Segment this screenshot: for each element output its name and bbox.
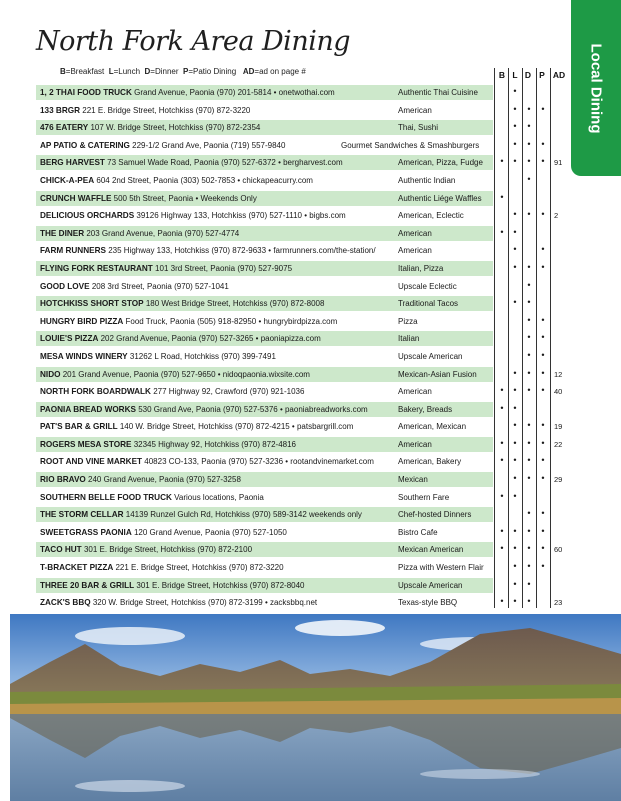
restaurant-entry (40, 106, 250, 115)
meal-l-marker: • (513, 437, 517, 448)
meal-l-marker: • (513, 367, 517, 378)
meal-p-marker: • (541, 261, 545, 272)
restaurant-details: 240 Grand Avenue, Paonia (970) 527-3258 (88, 475, 241, 485)
restaurant-cuisine: American (398, 228, 432, 238)
restaurant-cuisine: Bistro Cafe (398, 527, 438, 537)
restaurant-cuisine: Upscale Eclectic (398, 281, 457, 291)
restaurant-details: 32345 Highway 92, Hotchkiss (970) 872-4816 (133, 439, 297, 449)
table-row (36, 401, 568, 419)
restaurant-name: THE STORM CELLAR (40, 510, 124, 520)
ad-page-number: 19 (554, 422, 563, 432)
meal-l-marker: • (513, 226, 517, 237)
restaurant-entry (40, 211, 346, 220)
meal-b-marker: • (500, 226, 504, 237)
restaurant-entry (40, 282, 229, 291)
restaurant-cuisine: Mexican American (398, 545, 464, 555)
table-row (36, 190, 568, 208)
meal-d-marker: • (527, 385, 531, 396)
meal-l-marker: • (513, 578, 517, 589)
restaurant-details: 39126 Highway 133, Hotchkiss (970) 527-1110 • bigbs.com (136, 211, 346, 221)
restaurant-cuisine: Italian, Pizza (398, 263, 444, 273)
restaurant-details: 140 W. Bridge Street, Hotchkiss (970) 872-4215 • patsbargrill.com (119, 422, 354, 432)
restaurant-cuisine: Southern Fare (398, 492, 450, 502)
meal-d-marker: • (527, 279, 531, 290)
meal-d-marker: • (527, 138, 531, 149)
restaurant-entry (40, 545, 252, 554)
restaurant-details: 500 5th Street, Paonia • Weekends Only (113, 193, 257, 203)
table-row (36, 84, 568, 102)
table-row (36, 453, 568, 471)
restaurant-entry (40, 264, 292, 273)
meal-d-marker: • (527, 173, 531, 184)
meal-l-marker: • (513, 385, 517, 396)
restaurant-details: 202 Grand Avenue, Paonia (970) 527-3265 • paoniapizza.com (100, 334, 321, 344)
restaurant-name: NORTH FORK BOARDWALK (40, 387, 151, 397)
restaurant-cuisine: Gourmet Sandwiches & Smashburgers (341, 140, 480, 150)
restaurant-name: ZACK'S BBQ (40, 598, 91, 608)
restaurant-name: T-BRACKET PIZZA (40, 563, 114, 573)
column-header-b: B (498, 70, 506, 80)
restaurant-name: TACO HUT (40, 545, 82, 555)
table-row (36, 348, 568, 366)
meal-b-marker: • (500, 437, 504, 448)
restaurant-name: GOOD LOVE (40, 281, 90, 291)
meal-d-marker: • (527, 578, 531, 589)
column-header-d: D (524, 70, 532, 80)
table-row (36, 383, 568, 401)
meal-p-marker: • (541, 420, 545, 431)
table-row (36, 102, 568, 120)
meal-l-marker: • (513, 490, 517, 501)
side-tab-label: Local Dining (587, 43, 605, 133)
meal-l-marker: • (513, 297, 517, 308)
table-row (36, 541, 568, 559)
restaurant-cuisine: Mexican (398, 475, 428, 485)
meal-d-marker: • (527, 561, 531, 572)
meal-b-marker: • (500, 156, 504, 167)
restaurant-details: 221 E. Bridge Street, Hotchkiss (970) 872-3220 (82, 105, 251, 115)
table-row (36, 594, 568, 612)
meal-d-marker: • (527, 349, 531, 360)
meal-b-marker: • (500, 596, 504, 607)
restaurant-details: 229-1/2 Grand Ave, Paonia (719) 557-9840 (132, 140, 286, 150)
restaurant-cuisine: American, Bakery (398, 457, 462, 467)
column-header-l: L (512, 70, 518, 80)
restaurant-name: ROGERS MESA STORE (40, 439, 132, 449)
restaurant-cuisine: American (398, 387, 432, 397)
restaurant-details: 73 Samuel Wade Road, Paonia (970) 527-6372 • bergharvest.com (107, 158, 343, 168)
meal-l-marker: • (513, 473, 517, 484)
meal-d-marker: • (527, 420, 531, 431)
table-row (36, 313, 568, 331)
meal-b-marker: • (500, 385, 504, 396)
restaurant-name: FARM RUNNERS (40, 246, 106, 256)
restaurant-details: 320 W. Bridge Street, Hotchkiss (970) 872-3199 • zacksbbq.net (92, 598, 318, 608)
meal-d-marker: • (527, 156, 531, 167)
ad-page-number: 23 (554, 598, 563, 608)
restaurant-details: 235 Highway 133, Hotchkiss (970) 872-9633 • farmrunners.com/the-station/ (108, 246, 376, 256)
meal-l-marker: • (513, 561, 517, 572)
table-row (36, 207, 568, 225)
meal-d-marker: • (527, 596, 531, 607)
restaurant-cuisine: Bakery, Breads (398, 404, 453, 414)
meal-d-marker: • (527, 261, 531, 272)
meal-d-marker: • (527, 121, 531, 132)
restaurant-entry (40, 457, 374, 466)
table-row (36, 242, 568, 260)
table-row (36, 418, 568, 436)
restaurant-cuisine: Upscale American (398, 580, 463, 590)
restaurant-cuisine: Mexican-Asian Fusion (398, 369, 477, 379)
meal-l-marker: • (513, 103, 517, 114)
restaurant-name: 133 BRGR (40, 105, 81, 115)
restaurant-name: LOUIE'S PIZZA (40, 334, 99, 344)
table-row (36, 524, 568, 542)
meal-l-marker: • (513, 543, 517, 554)
restaurant-entry (40, 229, 239, 238)
meal-d-marker: • (527, 525, 531, 536)
meal-d-marker: • (527, 314, 531, 325)
restaurant-entry (40, 141, 285, 150)
restaurant-entry (40, 387, 304, 396)
restaurant-cuisine: Chef-hosted Dinners (398, 510, 472, 520)
restaurant-entry (40, 475, 241, 484)
ad-page-number: 60 (554, 545, 563, 555)
restaurant-name: DELICIOUS ORCHARDS (40, 211, 135, 221)
restaurant-cuisine: American (398, 105, 432, 115)
restaurant-name: CRUNCH WAFFLE (40, 193, 112, 203)
meal-b-marker: • (500, 191, 504, 202)
table-row (36, 260, 568, 278)
restaurant-name: FLYING FORK RESTAURANT (40, 263, 153, 273)
restaurant-cuisine: Authentic Thai Cuisine (398, 88, 478, 97)
landscape-photo (10, 614, 621, 801)
restaurant-entry (40, 440, 296, 449)
restaurant-entry (40, 334, 321, 343)
column-header-p: P (539, 70, 545, 80)
restaurant-table (36, 84, 568, 612)
table-row (36, 225, 568, 243)
table-row (36, 436, 568, 454)
restaurant-cuisine: American, Mexican (398, 422, 467, 432)
restaurant-entry (40, 246, 376, 255)
restaurant-details: 604 2nd Street, Paonia (303) 502-7853 • chickapeacurry.com (96, 175, 313, 185)
restaurant-entry (40, 510, 362, 519)
restaurant-entry (40, 194, 257, 203)
restaurant-details: 277 Highway 92, Crawford (970) 921-1036 (153, 387, 305, 397)
restaurant-name: SOUTHERN BELLE FOOD TRUCK (40, 492, 172, 502)
meal-d-marker: • (527, 103, 531, 114)
restaurant-name: HOTCHKISS SHORT STOP (40, 299, 144, 309)
restaurant-details: 40823 CO-133, Paonia (970) 527-3236 • rootandvinemarket.com (144, 457, 374, 467)
meal-b-marker: • (500, 543, 504, 554)
ad-page-number: 40 (554, 387, 563, 397)
meal-p-marker: • (541, 455, 545, 466)
meal-p-marker: • (541, 138, 545, 149)
restaurant-entry (40, 528, 287, 537)
meal-p-marker: • (541, 349, 545, 360)
meal-l-marker: • (513, 209, 517, 220)
restaurant-details: 301 E. Bridge Street, Hotchkiss (970) 872-8040 (136, 580, 305, 590)
restaurant-cuisine: Pizza (398, 316, 418, 326)
restaurant-name: 476 EATERY (40, 123, 89, 133)
restaurant-entry (40, 493, 264, 502)
meal-b-marker: • (500, 402, 504, 413)
restaurant-name: AP PATIO & CATERING (40, 140, 130, 150)
ad-page-number: 2 (554, 211, 559, 221)
table-row (36, 577, 568, 595)
restaurant-entry (40, 317, 337, 326)
ad-page-number: 12 (554, 369, 563, 379)
restaurant-cuisine: Authentic Indian (398, 175, 456, 185)
restaurant-name: 1, 2 THAI FOOD TRUCK (40, 88, 132, 97)
table-row (36, 366, 568, 384)
meal-p-marker: • (541, 209, 545, 220)
table-row (36, 471, 568, 489)
restaurant-cuisine: Italian (398, 334, 420, 344)
restaurant-name: MESA WINDS WINERY (40, 351, 128, 361)
meal-p-marker: • (541, 385, 545, 396)
restaurant-cuisine: Authentic Liége Waffles (398, 193, 482, 203)
restaurant-cuisine: Texas-style BBQ (398, 598, 458, 608)
restaurant-name: PAONIA BREAD WORKS (40, 404, 136, 414)
meal-p-marker: • (541, 103, 545, 114)
restaurant-entry (40, 176, 313, 185)
restaurant-details: 203 Grand Avenue, Paonia (970) 527-4774 (86, 228, 240, 238)
restaurant-details: Various locations, Paonia (174, 492, 264, 502)
restaurant-details: 107 W. Bridge Street, Hotchkiss (970) 872-2354 (90, 123, 261, 133)
side-tab (571, 0, 621, 176)
table-row (36, 295, 568, 313)
restaurant-entry (40, 88, 335, 97)
restaurant-details: 301 E. Bridge Street, Hotchkiss (970) 872-2100 (83, 545, 253, 555)
meal-p-marker: • (541, 314, 545, 325)
meal-p-marker: • (541, 508, 545, 519)
table-row (36, 154, 568, 172)
table-row (36, 278, 568, 296)
restaurant-name: THE DINER (40, 228, 85, 238)
meal-d-marker: • (527, 332, 531, 343)
meal-l-marker: • (513, 261, 517, 272)
restaurant-entry (40, 422, 353, 431)
table-row (36, 506, 568, 524)
table-row (36, 489, 568, 507)
meal-d-marker: • (527, 367, 531, 378)
restaurant-details: Grand Avenue, Paonia (970) 201-5814 • onetwothai.com (134, 88, 335, 97)
column-header-ad: AD (552, 70, 566, 80)
meal-l-marker: • (513, 244, 517, 255)
restaurant-cuisine: American, Eclectic (398, 211, 464, 221)
meal-b-marker: • (500, 525, 504, 536)
legend: B=Breakfast L=Lunch D=Dinner P=Patio Dining AD=ad on page # (60, 67, 306, 76)
meal-l-marker: • (513, 596, 517, 607)
meal-p-marker: • (541, 244, 545, 255)
meal-d-marker: • (527, 543, 531, 554)
ad-page-number: 29 (554, 475, 563, 485)
restaurant-details: 530 Grand Ave, Paonia (970) 527-5376 • paoniabreadworks.com (138, 404, 368, 414)
restaurant-details: 180 West Bridge Street, Hotchkiss (970) 872-8008 (145, 299, 325, 309)
restaurant-name: THREE 20 BAR & GRILL (40, 580, 135, 590)
restaurant-entry (40, 563, 284, 572)
table-row (36, 119, 568, 137)
restaurant-details: 31262 L Road, Hotchkiss (970) 399-7491 (129, 351, 276, 361)
ad-page-number: 22 (554, 439, 563, 449)
restaurant-name: ROOT AND VINE MARKET (40, 457, 143, 467)
restaurant-entry (40, 581, 305, 590)
meal-p-marker: • (541, 156, 545, 167)
restaurant-details: 120 Grand Avenue, Paonia (970) 527-1050 (133, 527, 287, 537)
restaurant-name: SWEETGRASS PAONIA (40, 527, 132, 537)
restaurant-name: CHICK-A-PEA (40, 175, 95, 185)
restaurant-name: RIO BRAVO (40, 475, 86, 485)
restaurant-cuisine: Upscale American (398, 351, 463, 361)
restaurant-details: 201 Grand Avenue, Paonia (970) 527-9650 • nidoqpaonia.wixsite.com (62, 369, 310, 379)
restaurant-entry (40, 405, 368, 414)
restaurant-entry (40, 370, 310, 379)
meal-b-marker: • (500, 455, 504, 466)
restaurant-name: PAT'S BAR & GRILL (40, 422, 118, 432)
restaurant-name: BERG HARVEST (40, 158, 105, 168)
restaurant-name: NIDO (40, 369, 61, 379)
meal-l-marker: • (513, 156, 517, 167)
meal-p-marker: • (541, 367, 545, 378)
meal-d-marker: • (527, 455, 531, 466)
restaurant-details: Food Truck, Paonia (505) 918-82950 • hungrybirdpizza.com (125, 316, 338, 326)
table-row (36, 559, 568, 577)
meal-p-marker: • (541, 473, 545, 484)
meal-d-marker: • (527, 437, 531, 448)
restaurant-entry (40, 123, 260, 132)
meal-d-marker: • (527, 473, 531, 484)
page-title: North Fork Area Dining (36, 26, 351, 57)
restaurant-details: 101 3rd Street, Paonia (970) 527-9075 (155, 263, 293, 273)
table-row (36, 137, 568, 155)
meal-d-marker: • (527, 297, 531, 308)
restaurant-cuisine: American (398, 246, 432, 256)
restaurant-cuisine: American (398, 439, 432, 449)
restaurant-entry (40, 352, 276, 361)
restaurant-entry (40, 299, 324, 308)
restaurant-entry (40, 158, 343, 167)
restaurant-details: 221 E. Bridge Street, Hotchkiss (970) 872-3220 (115, 563, 284, 573)
restaurant-cuisine: Thai, Sushi (398, 123, 439, 133)
meal-p-marker: • (541, 525, 545, 536)
meal-p-marker: • (541, 437, 545, 448)
meal-b-marker: • (500, 490, 504, 501)
restaurant-details: 14139 Runzel Gulch Rd, Hotchkiss (970) 589-3142 weekends only (125, 510, 362, 520)
restaurant-cuisine: Traditional Tacos (398, 299, 459, 309)
restaurant-name: HUNGRY BIRD PIZZA (40, 316, 124, 326)
table-row (36, 330, 568, 348)
ad-page-number: 91 (554, 158, 563, 168)
restaurant-details: 208 3rd Street, Paonia (970) 527-1041 (91, 281, 229, 291)
table-row (36, 172, 568, 190)
meal-l-marker: • (513, 121, 517, 132)
meal-l-marker: • (513, 420, 517, 431)
meal-p-marker: • (541, 332, 545, 343)
meal-p-marker: • (541, 561, 545, 572)
meal-l-marker: • (513, 402, 517, 413)
meal-p-marker: • (541, 543, 545, 554)
meal-d-marker: • (527, 209, 531, 220)
restaurant-entry (40, 598, 317, 607)
meal-l-marker: • (513, 86, 517, 96)
meal-d-marker: • (527, 508, 531, 519)
meal-l-marker: • (513, 455, 517, 466)
restaurant-cuisine: American, Pizza, Fudge (398, 158, 483, 168)
meal-l-marker: • (513, 138, 517, 149)
meal-l-marker: • (513, 525, 517, 536)
restaurant-cuisine: Pizza with Western Flair (398, 563, 484, 573)
